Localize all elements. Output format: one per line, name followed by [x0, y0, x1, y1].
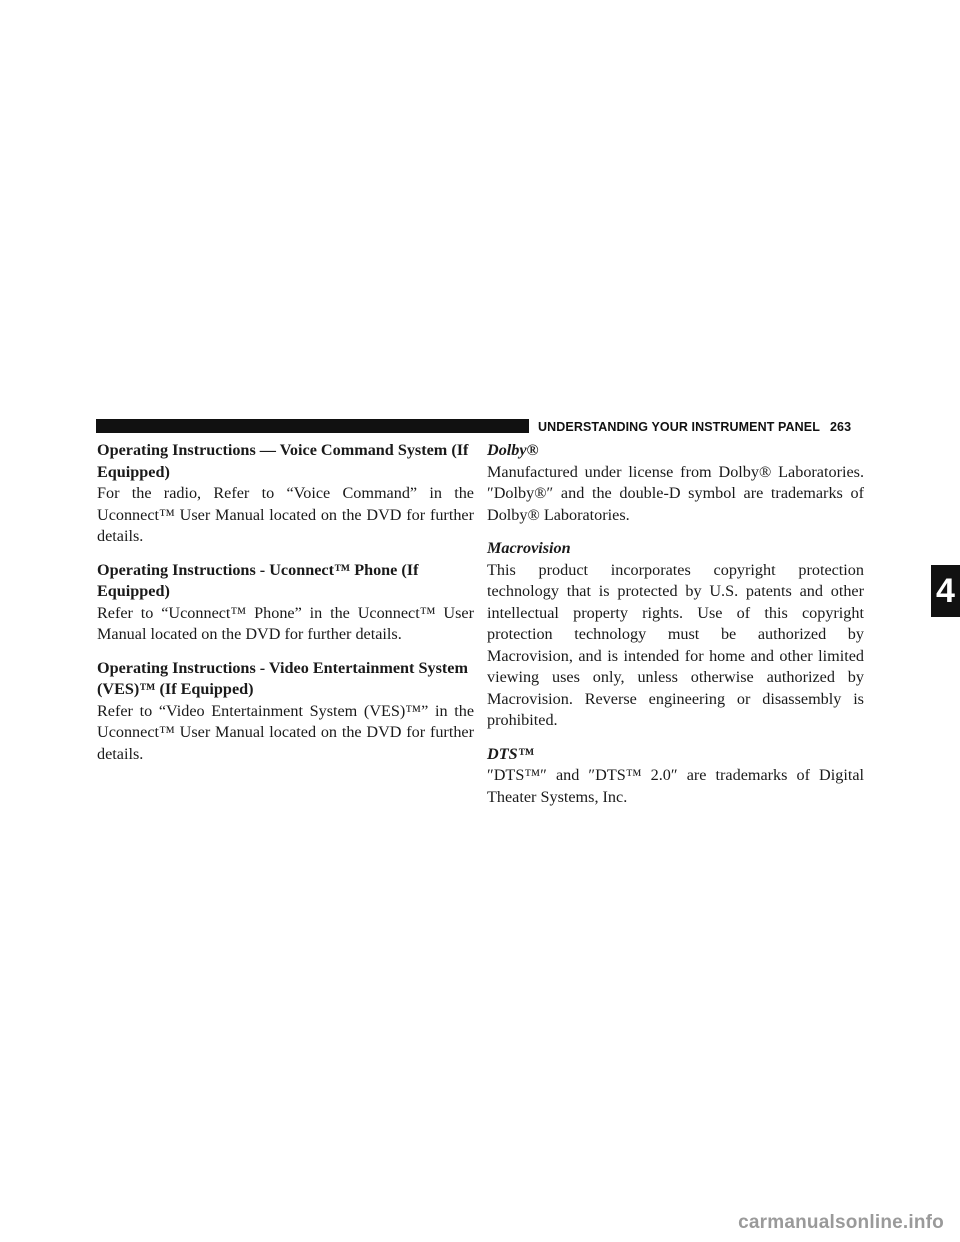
body-macrovision: This product incorporates copyright protection technology that is protected by U.S. patents and other intellectual property rights. Use of this copyright protection technology must be authorized by Macrovision, and is intended for home and other limited viewing uses only, unless otherwise authorized by Macrovision. Reverse engineering or disassembly is prohibited. — [487, 560, 864, 729]
header-rule — [96, 419, 529, 433]
watermark: carmanualsonline.info — [738, 1212, 944, 1233]
heading-dolby: Dolby® — [487, 441, 539, 459]
heading-uconnect-phone: Operating Instructions - Uconnect™ Phone (If Equipped) — [97, 560, 419, 600]
left-column — [97, 440, 474, 777]
body-uconnect-phone: Refer to “Uconnect™ Phone” in the Uconnect™ User Manual located on the DVD for further details. — [97, 603, 474, 643]
heading-video-entertainment: Operating Instructions - Video Entertainment System (VES)™ (If Equipped) — [97, 658, 468, 698]
page-number: 263 — [829, 420, 852, 434]
heading-macrovision: Macrovision — [487, 539, 571, 557]
body-video-entertainment: Refer to “Video Entertainment System (VES)™” in the Uconnect™ User Manual located on the DVD for further details. — [97, 701, 474, 763]
right-column — [487, 440, 864, 820]
body-dts: ″DTS™″ and ″DTS™ 2.0″ are trademarks of Digital Theater Systems, Inc. — [487, 766, 864, 806]
body-voice-command: For the radio, Refer to “Voice Command” in the Uconnect™ User Manual located on the DVD for further details. — [97, 484, 474, 545]
running-header — [538, 419, 851, 435]
body-dolby: Manufactured under license from Dolby® Laboratories. ″Dolby®″ and the double-D symbol are trademarks of Dolby® Laboratories. — [487, 462, 864, 524]
heading-dts: DTS™ — [487, 744, 534, 763]
chapter-tab: 4 — [931, 565, 960, 617]
section-title: UNDERSTANDING YOUR INSTRUMENT PANEL — [538, 420, 820, 434]
heading-voice-command: Operating Instructions — Voice Command System (If Equipped) — [97, 441, 469, 481]
